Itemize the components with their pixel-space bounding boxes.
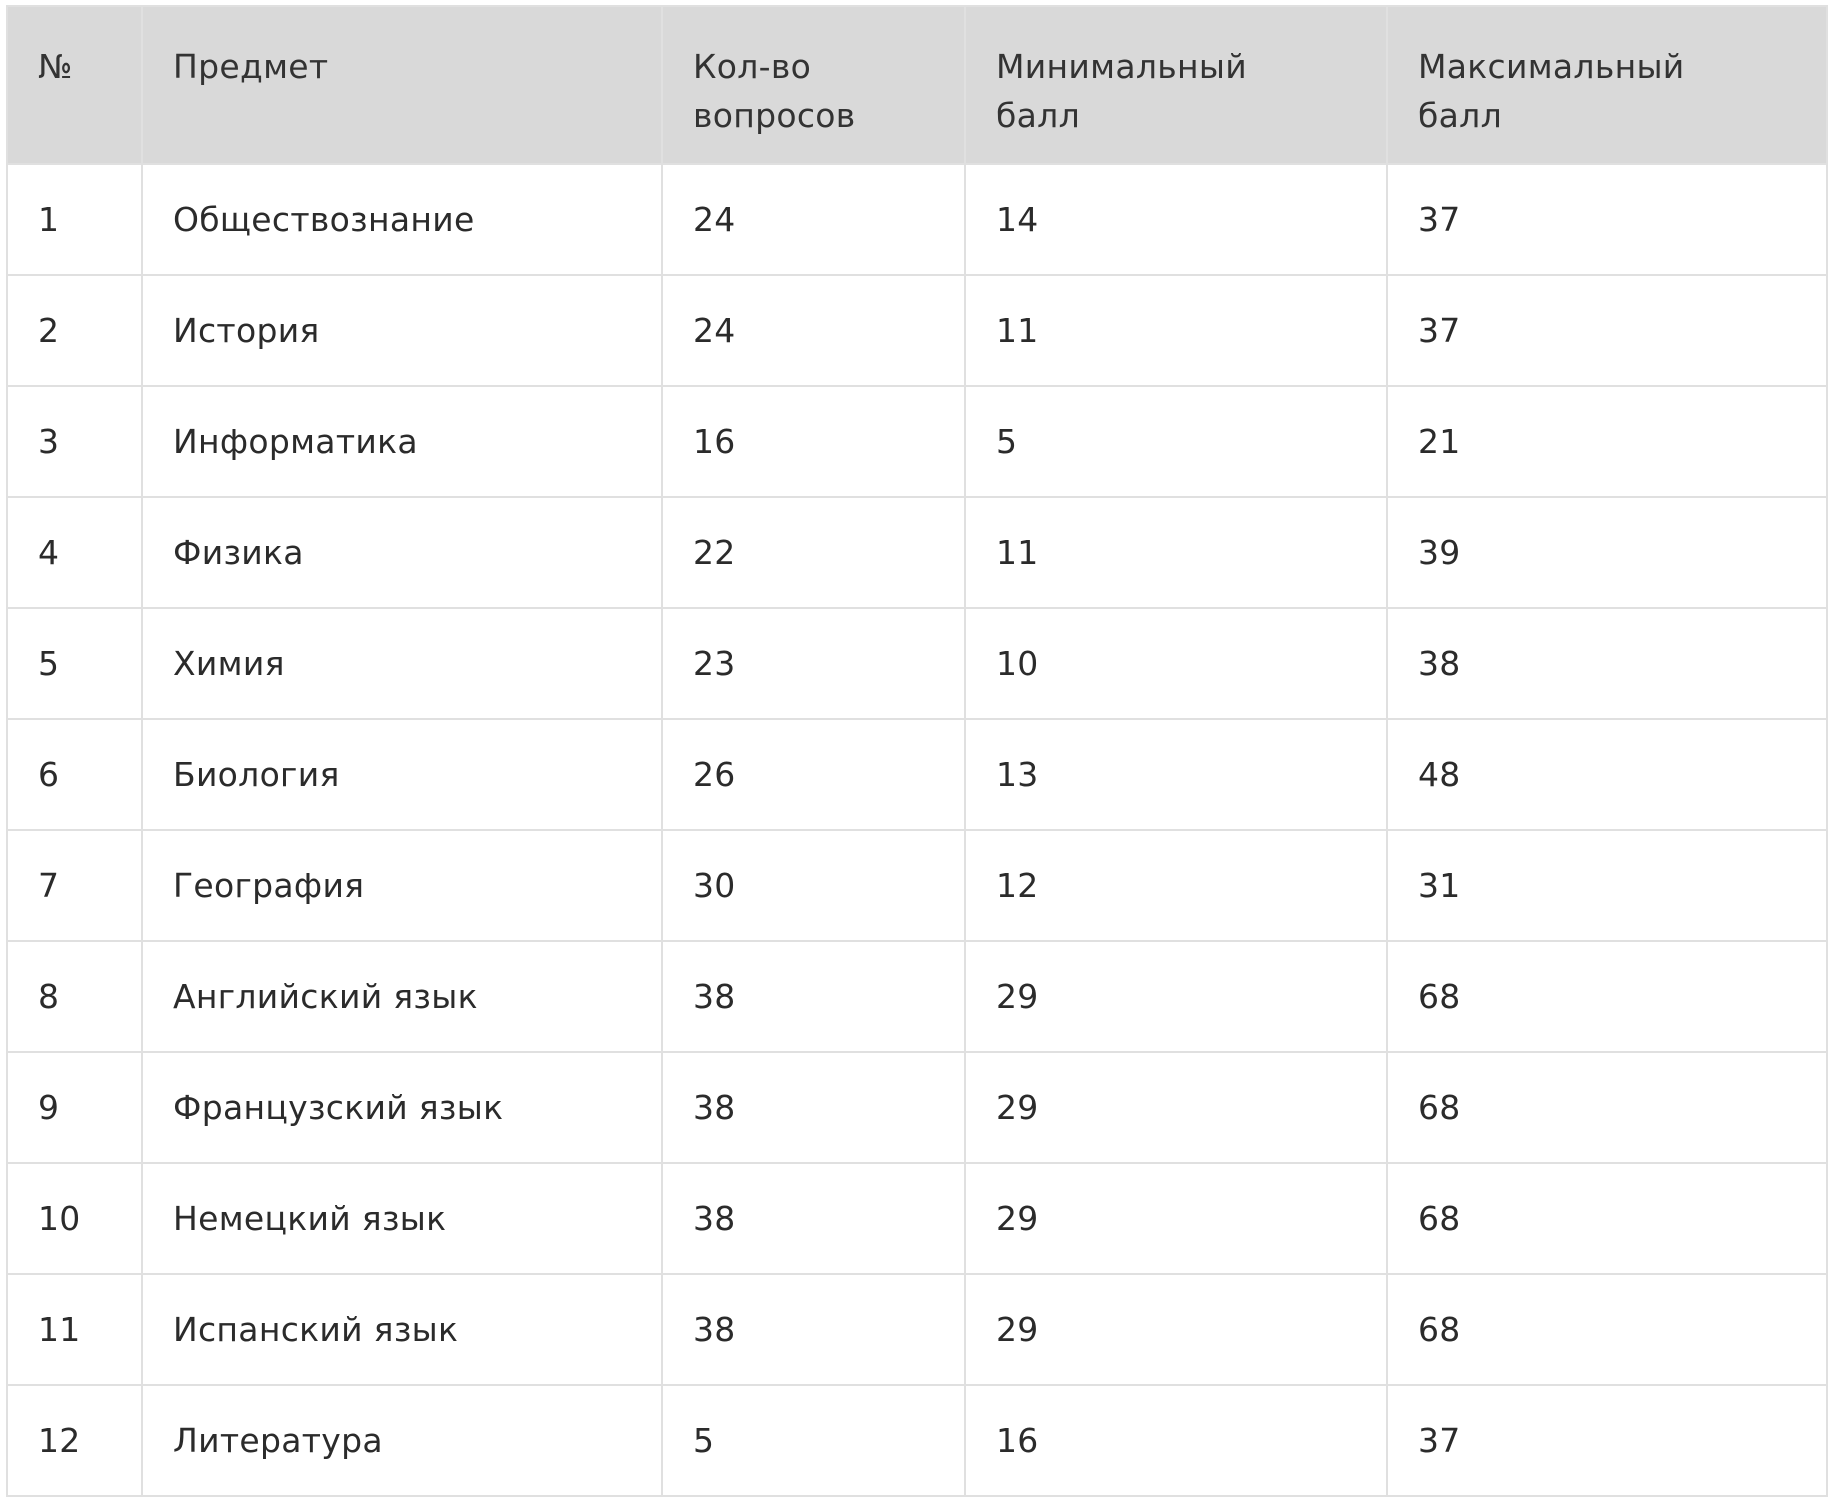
cell-subject: Немецкий язык xyxy=(142,1163,662,1274)
cell-question-count: 22 xyxy=(662,497,965,608)
subjects-table-container xyxy=(6,5,1826,1497)
header-subject: Предмет xyxy=(142,6,662,164)
header-number: № xyxy=(7,6,142,164)
cell-subject: География xyxy=(142,830,662,941)
cell-number: 7 xyxy=(7,830,142,941)
cell-number: 4 xyxy=(7,497,142,608)
cell-min-score: 29 xyxy=(965,941,1387,1052)
table-row xyxy=(7,830,1827,941)
cell-subject: Французский язык xyxy=(142,1052,662,1163)
table-row xyxy=(7,1052,1827,1163)
cell-subject: Биология xyxy=(142,719,662,830)
cell-min-score: 5 xyxy=(965,386,1387,497)
cell-min-score: 29 xyxy=(965,1052,1387,1163)
cell-subject: Литература xyxy=(142,1385,662,1496)
cell-number: 9 xyxy=(7,1052,142,1163)
cell-number: 6 xyxy=(7,719,142,830)
cell-question-count: 30 xyxy=(662,830,965,941)
cell-number: 8 xyxy=(7,941,142,1052)
cell-question-count: 38 xyxy=(662,1163,965,1274)
header-min-score: Минимальный балл xyxy=(965,6,1387,164)
cell-number: 10 xyxy=(7,1163,142,1274)
cell-question-count: 38 xyxy=(662,941,965,1052)
cell-min-score: 11 xyxy=(965,497,1387,608)
header-row xyxy=(7,6,1827,164)
cell-min-score: 10 xyxy=(965,608,1387,719)
header-question-count: Кол-во вопросов xyxy=(662,6,965,164)
cell-question-count: 16 xyxy=(662,386,965,497)
cell-max-score: 38 xyxy=(1387,608,1827,719)
cell-max-score: 37 xyxy=(1387,164,1827,275)
cell-question-count: 23 xyxy=(662,608,965,719)
cell-max-score: 68 xyxy=(1387,941,1827,1052)
cell-question-count: 26 xyxy=(662,719,965,830)
cell-question-count: 24 xyxy=(662,164,965,275)
cell-subject: Обществознание xyxy=(142,164,662,275)
subjects-score-table xyxy=(6,5,1828,1497)
cell-max-score: 37 xyxy=(1387,1385,1827,1496)
cell-min-score: 13 xyxy=(965,719,1387,830)
cell-max-score: 48 xyxy=(1387,719,1827,830)
cell-subject: Информатика xyxy=(142,386,662,497)
cell-number: 12 xyxy=(7,1385,142,1496)
cell-subject: История xyxy=(142,275,662,386)
table-row xyxy=(7,719,1827,830)
header-max-score: Максимальный балл xyxy=(1387,6,1827,164)
cell-max-score: 31 xyxy=(1387,830,1827,941)
cell-question-count: 38 xyxy=(662,1274,965,1385)
cell-number: 2 xyxy=(7,275,142,386)
table-header xyxy=(7,6,1827,164)
cell-subject: Испанский язык xyxy=(142,1274,662,1385)
cell-max-score: 21 xyxy=(1387,386,1827,497)
cell-number: 5 xyxy=(7,608,142,719)
table-row xyxy=(7,386,1827,497)
cell-max-score: 68 xyxy=(1387,1163,1827,1274)
cell-number: 1 xyxy=(7,164,142,275)
table-row xyxy=(7,275,1827,386)
cell-min-score: 29 xyxy=(965,1163,1387,1274)
table-row xyxy=(7,608,1827,719)
cell-subject: Английский язык xyxy=(142,941,662,1052)
table-row xyxy=(7,1274,1827,1385)
cell-number: 3 xyxy=(7,386,142,497)
cell-question-count: 38 xyxy=(662,1052,965,1163)
cell-max-score: 37 xyxy=(1387,275,1827,386)
table-body xyxy=(7,164,1827,1496)
cell-min-score: 16 xyxy=(965,1385,1387,1496)
cell-min-score: 11 xyxy=(965,275,1387,386)
table-row xyxy=(7,1385,1827,1496)
cell-max-score: 68 xyxy=(1387,1274,1827,1385)
table-row xyxy=(7,164,1827,275)
cell-subject: Физика xyxy=(142,497,662,608)
cell-question-count: 5 xyxy=(662,1385,965,1496)
table-row xyxy=(7,497,1827,608)
cell-max-score: 39 xyxy=(1387,497,1827,608)
cell-number: 11 xyxy=(7,1274,142,1385)
table-row xyxy=(7,1163,1827,1274)
cell-max-score: 68 xyxy=(1387,1052,1827,1163)
cell-min-score: 29 xyxy=(965,1274,1387,1385)
table-row xyxy=(7,941,1827,1052)
cell-min-score: 14 xyxy=(965,164,1387,275)
cell-subject: Химия xyxy=(142,608,662,719)
cell-question-count: 24 xyxy=(662,275,965,386)
cell-min-score: 12 xyxy=(965,830,1387,941)
